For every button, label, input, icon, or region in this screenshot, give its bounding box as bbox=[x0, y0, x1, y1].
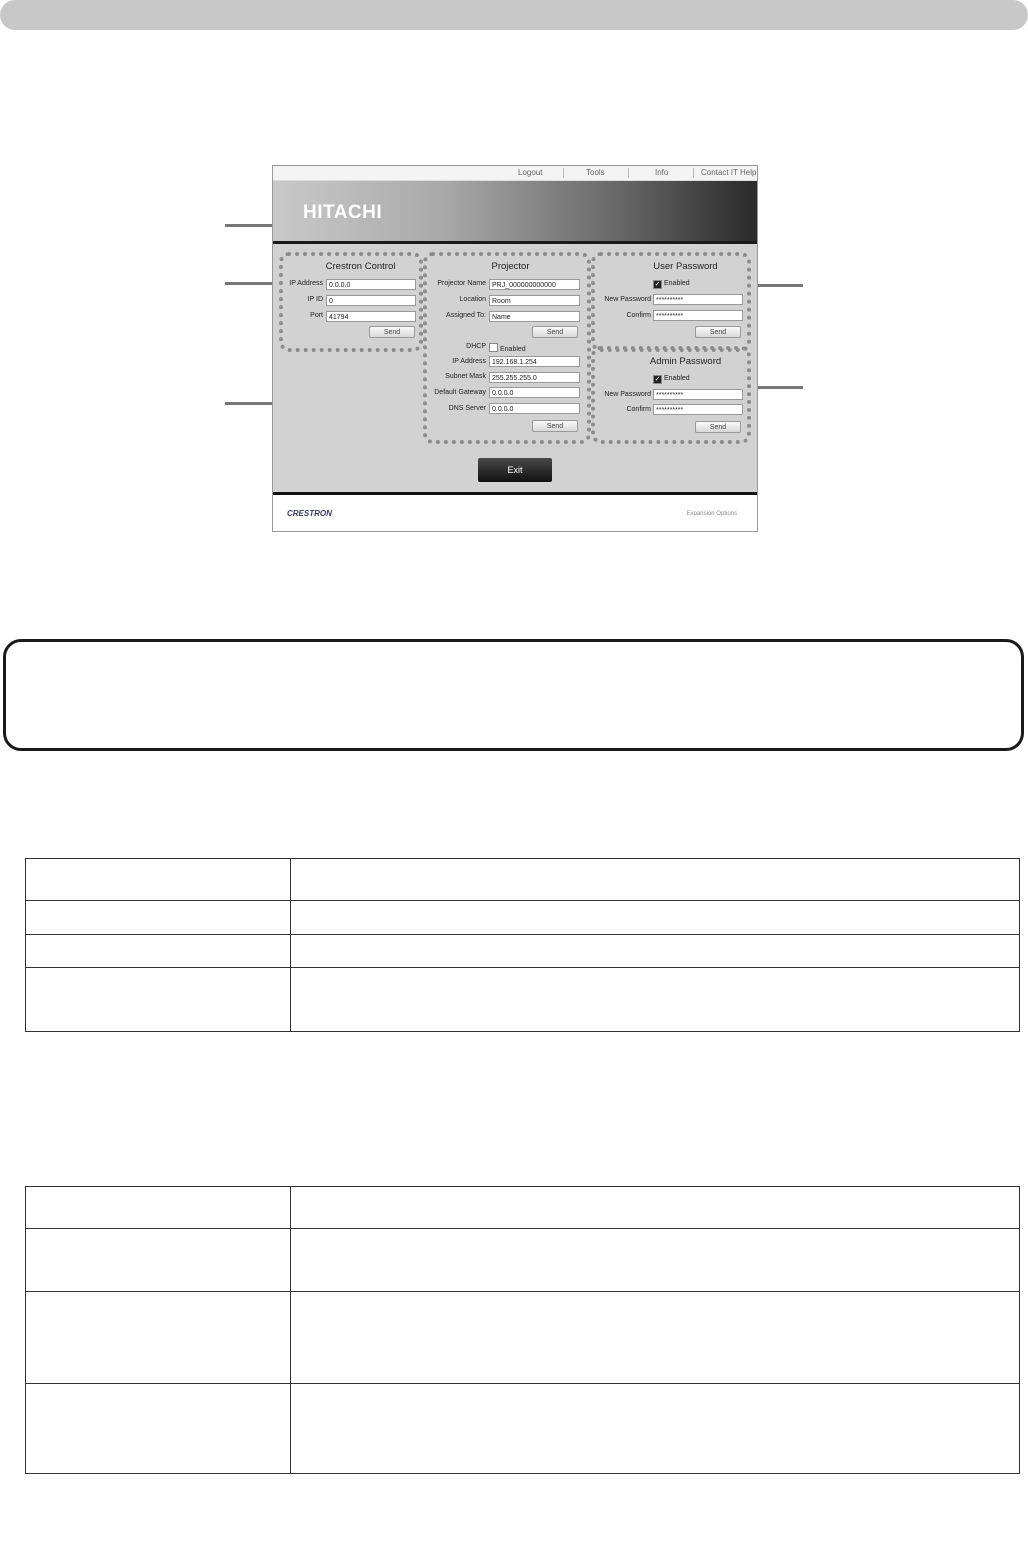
table-cell bbox=[26, 859, 291, 901]
table-row bbox=[26, 1384, 1020, 1474]
settings-table-1 bbox=[25, 858, 1020, 1032]
table-row bbox=[26, 935, 1020, 968]
subnet-mask-input[interactable]: 255.255.255.0 bbox=[489, 372, 580, 383]
admin-password-send-button[interactable]: Send bbox=[695, 421, 741, 433]
expansion-options-link[interactable]: Expansion Options bbox=[686, 511, 737, 517]
menu-contact-it-help[interactable]: Contact IT Help bbox=[701, 168, 757, 177]
admin-confirm-input[interactable]: ********** bbox=[653, 404, 743, 415]
table-cell bbox=[26, 1187, 291, 1229]
table-header-row bbox=[26, 859, 1020, 901]
admin-password-title: Admin Password bbox=[649, 356, 722, 367]
table-cell bbox=[26, 968, 291, 1032]
network-ip-address-input[interactable]: 192.168.1.254 bbox=[489, 356, 580, 367]
projector-name-input[interactable]: PRJ_000000000000 bbox=[489, 279, 580, 290]
settings-table-2 bbox=[25, 1186, 1020, 1474]
hitachi-logo: HITACHI bbox=[303, 202, 383, 223]
crestron-ip-address-input[interactable]: 0.0.0.0 bbox=[326, 279, 416, 290]
crestron-port-input[interactable]: 41794 bbox=[326, 311, 416, 322]
table-cell bbox=[26, 1229, 291, 1292]
projector-assigned-input[interactable]: Name bbox=[489, 311, 580, 322]
table-cell bbox=[291, 1187, 1020, 1229]
projector-location-input[interactable]: Room bbox=[489, 295, 580, 306]
footer bbox=[273, 495, 757, 531]
admin-password-enabled-checkbox[interactable] bbox=[653, 375, 690, 384]
projector-title: Projector bbox=[491, 261, 530, 272]
user-new-password-label: New Password bbox=[604, 296, 651, 303]
crestron-send-button[interactable]: Send bbox=[369, 326, 415, 338]
dns-server-label: DNS Server bbox=[448, 405, 486, 412]
menu-separator bbox=[563, 168, 564, 178]
user-password-title: User Password bbox=[653, 261, 718, 272]
table-cell bbox=[291, 968, 1020, 1032]
subnet-mask-label: Subnet Mask bbox=[445, 373, 486, 380]
table-cell bbox=[26, 1292, 291, 1384]
dns-server-input[interactable]: 0.0.0.0 bbox=[489, 403, 580, 414]
top-menu bbox=[273, 166, 757, 181]
admin-new-password-input[interactable]: ********** bbox=[653, 389, 743, 400]
crestron-ip-id-input[interactable]: 0 bbox=[326, 295, 416, 306]
dhcp-label: DHCP bbox=[466, 343, 486, 350]
menu-info[interactable]: Info bbox=[655, 168, 669, 177]
table-cell bbox=[26, 1384, 291, 1474]
menu-logout[interactable]: Logout bbox=[518, 168, 543, 177]
checkmark-icon: ✓ bbox=[654, 376, 661, 383]
checkbox-icon bbox=[489, 343, 498, 352]
user-new-password-input[interactable]: ********** bbox=[653, 294, 743, 305]
exit-button[interactable]: Exit bbox=[478, 458, 552, 482]
menu-separator bbox=[628, 168, 629, 178]
menu-tools[interactable]: Tools bbox=[586, 168, 605, 177]
admin-confirm-label: Confirm bbox=[626, 406, 651, 413]
table-row bbox=[26, 1292, 1020, 1384]
table-cell bbox=[291, 1384, 1020, 1474]
user-confirm-label: Confirm bbox=[626, 312, 651, 319]
table-row bbox=[26, 968, 1020, 1032]
table-cell bbox=[26, 935, 291, 968]
crestron-ip-address-label: IP Address bbox=[289, 280, 323, 287]
table-cell bbox=[291, 935, 1020, 968]
admin-new-password-label: New Password bbox=[604, 391, 651, 398]
admin-password-enabled-label: Enabled bbox=[664, 375, 690, 382]
page-header-bar bbox=[0, 0, 1028, 30]
table-cell bbox=[291, 1292, 1020, 1384]
network-ip-address-label: IP Address bbox=[452, 358, 486, 365]
dhcp-enabled-label: Enabled bbox=[500, 346, 526, 353]
user-confirm-input[interactable]: ********** bbox=[653, 310, 743, 321]
table-cell bbox=[26, 901, 291, 935]
projector-name-label: Projector Name bbox=[437, 280, 486, 287]
projector-location-label: Location bbox=[459, 296, 486, 303]
crestron-config-screenshot bbox=[272, 165, 758, 532]
user-password-send-button[interactable]: Send bbox=[695, 326, 741, 338]
crestron-ip-id-label: IP ID bbox=[307, 296, 323, 303]
user-password-enabled-label: Enabled bbox=[664, 280, 690, 287]
table-cell bbox=[291, 901, 1020, 935]
note-box bbox=[3, 639, 1024, 751]
crestron-control-title: Crestron Control bbox=[325, 261, 396, 272]
table-row bbox=[26, 901, 1020, 935]
projector-assigned-label: Assigned To: bbox=[446, 312, 486, 319]
default-gateway-input[interactable]: 0.0.0.0 bbox=[489, 387, 580, 398]
table-cell bbox=[291, 1229, 1020, 1292]
table-cell bbox=[291, 859, 1020, 901]
user-password-enabled-checkbox[interactable] bbox=[653, 280, 690, 289]
default-gateway-label: Default Gateway bbox=[434, 389, 486, 396]
dhcp-checkbox[interactable] bbox=[489, 343, 526, 353]
crestron-port-label: Port bbox=[310, 312, 323, 319]
projector-send-button[interactable]: Send bbox=[532, 326, 578, 338]
checkmark-icon: ✓ bbox=[654, 281, 661, 288]
network-send-button[interactable]: Send bbox=[532, 420, 578, 432]
crestron-logo: CRESTRON bbox=[287, 509, 332, 518]
table-row bbox=[26, 1229, 1020, 1292]
menu-separator bbox=[693, 168, 694, 178]
banner-divider bbox=[273, 241, 757, 244]
table-header-row bbox=[26, 1187, 1020, 1229]
